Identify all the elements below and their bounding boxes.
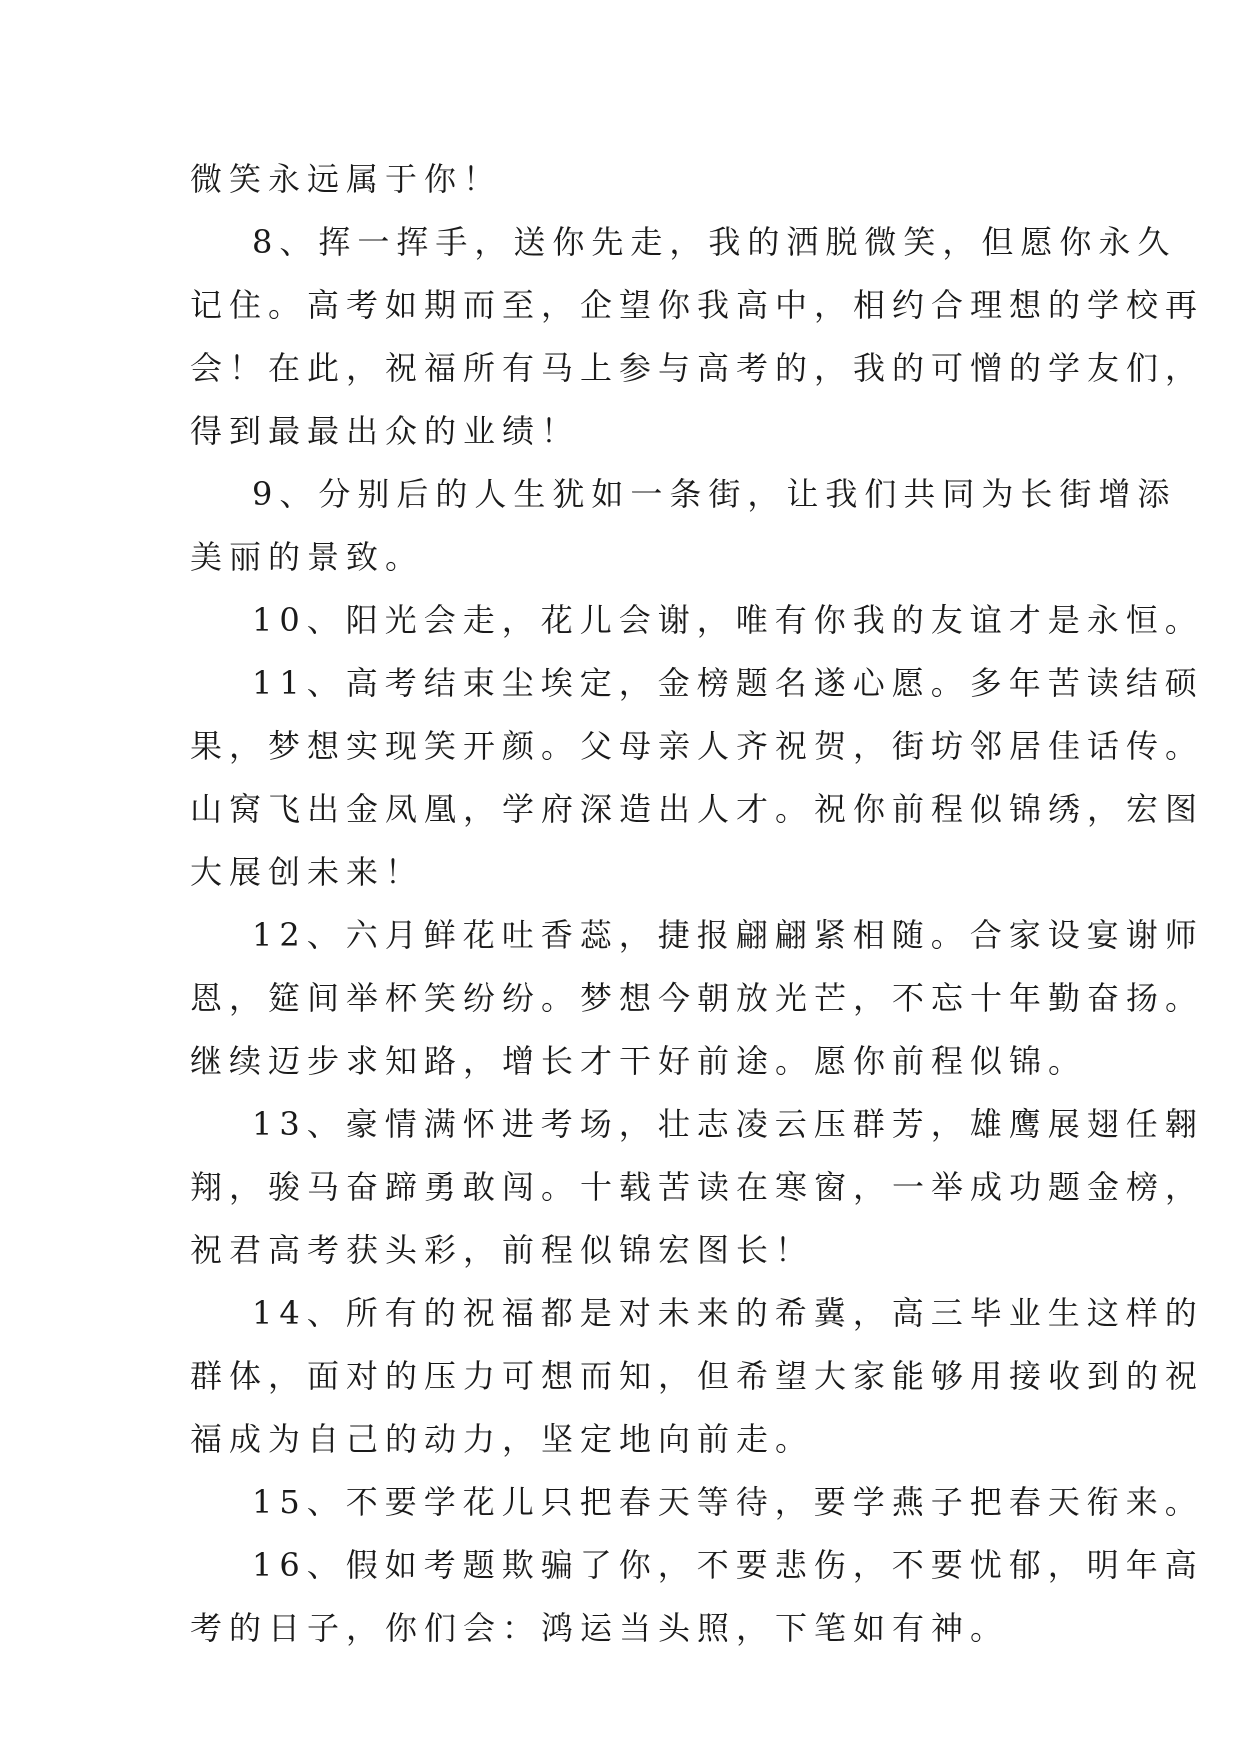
text-line: 11、高考结束尘埃定，金榜题名遂心愿。多年苦读结硕 — [252, 664, 1204, 702]
text-line: 继续迈步求知路，增长才干好前途。愿你前程似锦。 — [190, 1042, 1088, 1080]
paragraph-13 — [190, 1093, 1205, 1282]
text-line: 15、不要学花儿只把春天等待，要学燕子把春天衔来。 — [252, 1483, 1204, 1521]
text-line: 果，梦想实现笑开颜。父母亲人齐祝贺，街坊邻居佳话传。 — [190, 727, 1205, 765]
text-line: 翔，骏马奋蹄勇敢闯。十载苦读在寒窗，一举成功题金榜， — [190, 1168, 1205, 1206]
paragraph-14 — [190, 1282, 1205, 1471]
text-line: 群体，面对的压力可想而知，但希望大家能够用接收到的祝 — [190, 1357, 1205, 1395]
text-line: 得到最最出众的业绩！ — [190, 412, 581, 450]
paragraph-11 — [190, 652, 1205, 904]
paragraph-7-continuation — [190, 148, 1050, 211]
text-line: 会！在此，祝福所有马上参与高考的，我的可憎的学友们， — [190, 349, 1205, 387]
text-line: 9、分别后的人生犹如一条街，让我们共同为长街增添 — [252, 475, 1177, 513]
text-line: 山窝飞出金凤凰，学府深造出人才。祝你前程似锦绣，宏图 — [190, 790, 1205, 828]
text-line: 10、阳光会走，花儿会谢，唯有你我的友谊才是永恒。 — [252, 601, 1204, 639]
paragraph-12 — [190, 904, 1205, 1093]
paragraph-9 — [190, 463, 1177, 589]
text-line: 大展创未来！ — [190, 853, 425, 891]
paragraph-16 — [190, 1534, 1204, 1660]
text-line: 8、挥一挥手，送你先走，我的洒脱微笑，但愿你永久 — [252, 223, 1177, 261]
text-line: 考的日子，你们会：鸿运当头照，下笔如有神。 — [190, 1609, 1010, 1647]
text-line: 美丽的景致。 — [190, 538, 425, 576]
text-line: 12、六月鲜花吐香蕊，捷报翩翩紧相随。合家设宴谢师 — [252, 916, 1204, 954]
text-line: 祝君高考获头彩，前程似锦宏图长！ — [190, 1231, 815, 1269]
text-line: 恩，筵间举杯笑纷纷。梦想今朝放光芒，不忘十年勤奋扬。 — [190, 979, 1205, 1017]
paragraph-10 — [190, 589, 1204, 652]
text-line: 16、假如考题欺骗了你，不要悲伤，不要忧郁，明年高 — [252, 1546, 1204, 1584]
text-line: 13、豪情满怀进考场，壮志凌云压群芳，雄鹰展翅任翱 — [252, 1105, 1204, 1143]
text-line: 记住。高考如期而至，企望你我高中，相约合理想的学校再 — [190, 286, 1205, 324]
text-line: 微笑永远属于你！ — [190, 160, 503, 198]
paragraph-8 — [190, 211, 1205, 463]
text-line: 14、所有的祝福都是对未来的希冀，高三毕业生这样的 — [252, 1294, 1204, 1332]
paragraph-15 — [190, 1471, 1204, 1534]
text-line: 福成为自己的动力，坚定地向前走。 — [190, 1420, 815, 1458]
